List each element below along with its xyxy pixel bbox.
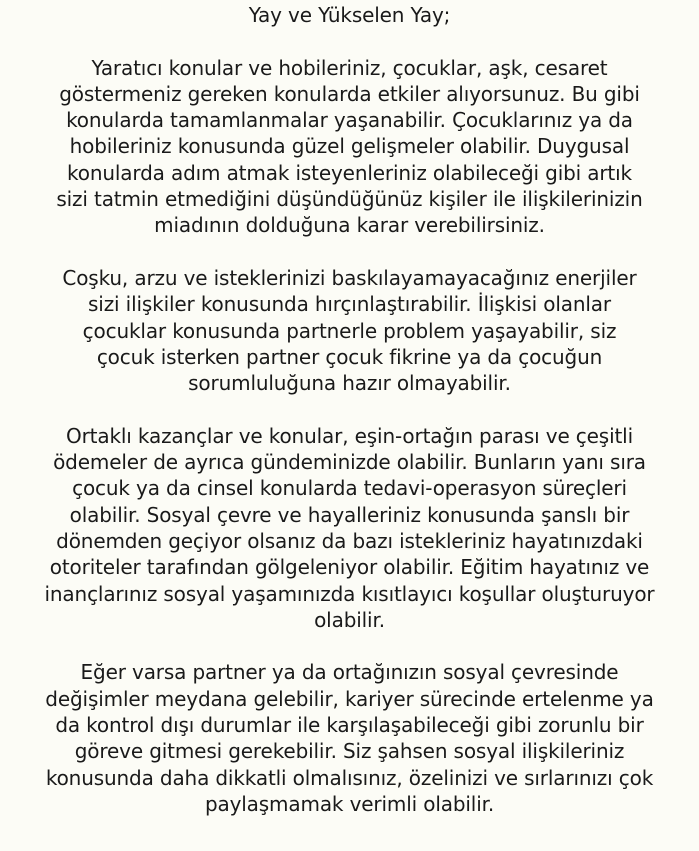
paragraph-line: konularda adım atmak isteyenleriniz olabileceği gibi artık xyxy=(67,160,632,185)
paragraph-line: inançlarınız sosyal yaşamınızda kısıtlayıcı koşullar oluşturuyor xyxy=(44,581,655,606)
paragraph-line: Coşku, arzu ve isteklerinizi baskılayamayacağınız enerjiler xyxy=(62,265,637,290)
document-title: Yay ve Yükselen Yay; xyxy=(248,3,451,27)
paragraph-line: değişimler meydana gelebilir, kariyer sürecinde ertelenme ya xyxy=(45,686,654,711)
paragraph-line: miadının dolduğuna karar verebilirsiniz. xyxy=(154,213,545,238)
paragraph-line: ödemeler de ayrıca gündeminizde olabilir. Bunların yanı sıra xyxy=(53,450,646,475)
document-page xyxy=(0,2,699,851)
paragraph-line: olabilir. Sosyal çevre ve hayalleriniz konusunda şanslı bir xyxy=(69,502,630,527)
paragraph-line: otoriteler tarafından gölgeleniyor olabilir. Eğitim hayatınız ve xyxy=(49,555,650,580)
paragraph-gap xyxy=(8,396,691,422)
paragraph-2 xyxy=(8,265,691,396)
paragraph-gap xyxy=(8,239,691,265)
paragraph-4 xyxy=(8,659,691,817)
paragraph-line: konusunda daha dikkatli olmalısınız, özelinizi ve sırlarınızı çok xyxy=(45,765,654,790)
paragraph-line: hobileriniz konusunda güzel gelişmeler olabilir. Duygusal xyxy=(69,134,630,159)
paragraph-line: konularda tamamlanmalar yaşanabilir. Çocuklarınız ya da xyxy=(66,108,633,133)
paragraph-1 xyxy=(8,55,691,239)
paragraph-line: sorumluluğuna hazır olmayabilir. xyxy=(188,371,511,396)
paragraph-line: Ortaklı kazançlar ve konular, eşin-ortağın parası ve çeşitli xyxy=(65,423,633,448)
paragraph-3 xyxy=(8,423,691,633)
paragraph-gap xyxy=(8,633,691,659)
paragraph-line: da kontrol dışı durumlar ile karşılaşabileceği gibi zorunlu bir xyxy=(55,713,644,738)
paragraph-gap xyxy=(8,28,691,54)
paragraph-line: çocuklar konusunda partnerle problem yaşayabilir, siz xyxy=(82,318,617,343)
paragraph-line: çocuk isterken partner çocuk fikrine ya da çocuğun xyxy=(96,344,603,369)
paragraph-line: göreve gitmesi gerekebilir. Siz şahsen sosyal ilişkileriniz xyxy=(74,739,625,764)
paragraph-line: göstermeniz gereken konularda etkiler alıyorsunuz. Bu gibi xyxy=(59,81,640,106)
paragraph-line: paylaşmamak verimli olabilir. xyxy=(204,791,495,816)
paragraph-line: dönemden geçiyor olsanız da bazı istekleriniz hayatınızdaki xyxy=(56,528,643,553)
paragraph-line: olabilir. xyxy=(314,607,385,632)
paragraph-line: Eğer varsa partner ya da ortağınızın sosyal çevresinde xyxy=(80,660,619,685)
paragraph-line: çocuk ya da cinsel konularda tedavi-operasyon süreçleri xyxy=(72,476,627,501)
paragraph-line: Yaratıcı konular ve hobileriniz, çocuklar, aşk, cesaret xyxy=(91,55,608,80)
paragraph-line: sizi ilişkiler konusunda hırçınlaştırabilir. İlişkisi olanlar xyxy=(88,292,611,317)
paragraph-line: sizi tatmin etmediğini düşündüğünüz kişiler ile ilişkilerinizin xyxy=(56,187,643,212)
